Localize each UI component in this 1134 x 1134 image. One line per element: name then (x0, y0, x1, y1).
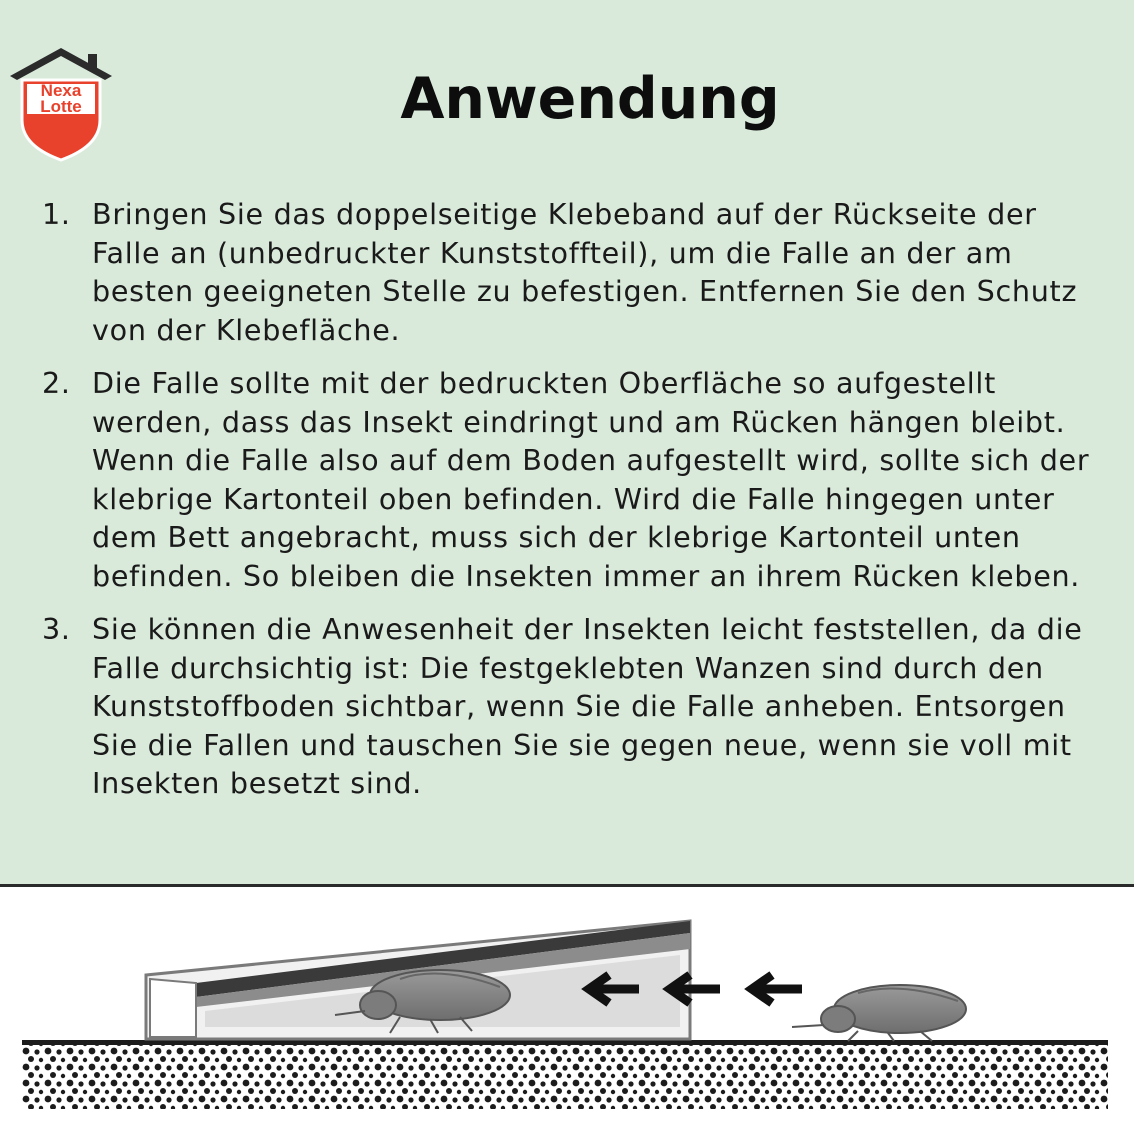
instruction-step (42, 364, 1102, 595)
bedbug-icon (792, 985, 966, 1041)
instruction-step (42, 610, 1102, 803)
step-text: Sie können die Anwesenheit der Insekten leicht feststellen, da die Falle durchsichtig ist: Die festgeklebten Wanzen sind durch den Kunststoffboden sichtbar, wenn Sie die Falle anheben. Entsorgen Sie die Fallen und tauschen Sie sie gegen neue, wenn sie voll mit Insekten besetzt sind. (92, 612, 1083, 800)
arrow-left-icon (752, 975, 802, 1003)
instruction-steps (42, 195, 1102, 803)
trap-illustration (0, 887, 1134, 1134)
step-text: Bringen Sie das doppelseitige Klebeband auf der Rückseite der Falle an (unbedruckter Kunststoffteil), um die Falle an der am besten geeigneten Stelle zu befestigen. Entfernen Sie den Schutz von der Klebefläche. (92, 197, 1078, 347)
arrow-left-icon (670, 975, 720, 1003)
nexa-lotte-logo (10, 46, 112, 164)
svg-text:Lotte: Lotte (40, 97, 82, 116)
floor-gravel (22, 1045, 1108, 1109)
step-number: 2. (42, 366, 71, 400)
step-text: Die Falle sollte mit der bedruckten Oberfläche so aufgestellt werden, dass das Insekt eindringt und am Rücken hängen bleibt. Wenn die Falle also auf dem Boden aufgestellt wird, sollte sich der klebrige Kartonteil oben befinden. Wird die Falle hingegen unter dem Bett angebracht, muss sich der klebrige Kartonteil unten befinden. So bleiben die Insekten immer an ihrem Rücken kleben. (92, 366, 1090, 593)
svg-text:Nexa: Nexa (40, 81, 82, 100)
step-number: 3. (42, 612, 71, 646)
instruction-step (42, 195, 1102, 349)
page-title: Anwendung (400, 66, 780, 132)
step-number: 1. (42, 197, 71, 231)
